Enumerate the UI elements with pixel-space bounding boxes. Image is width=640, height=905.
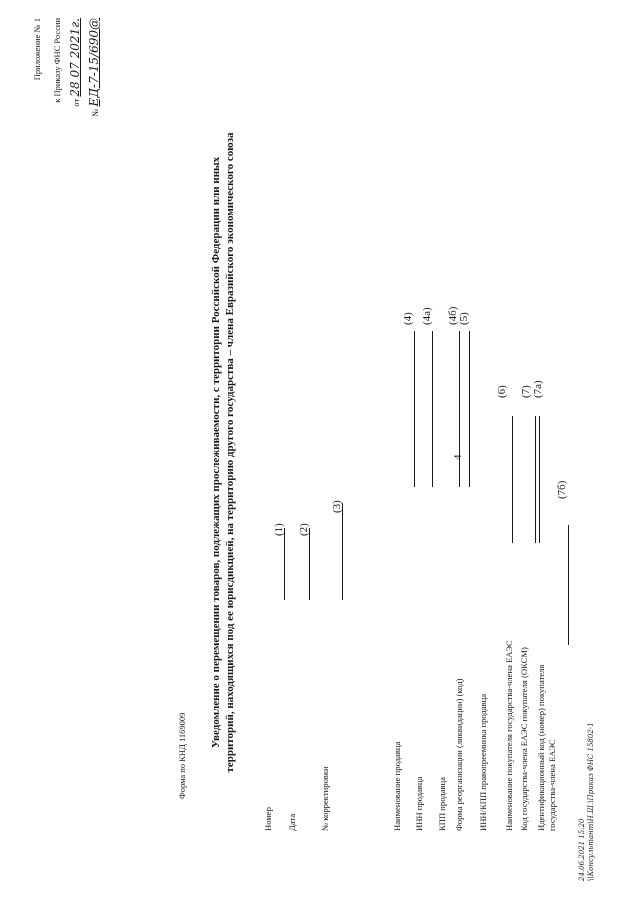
field-input-line[interactable] xyxy=(459,331,460,487)
field-code: (4б) xyxy=(447,306,459,325)
field-label: Наименование продавца xyxy=(392,741,402,831)
field-input-line[interactable] xyxy=(342,503,343,600)
field-code: (3) xyxy=(331,500,343,513)
appendix-number-prefix: № xyxy=(90,108,100,117)
field-label: Форма реорганизации (ликвидации) (код) xyxy=(454,678,464,831)
field-label: Номер xyxy=(263,807,273,831)
field-label: КПП продавца xyxy=(437,777,447,831)
footer-path: \\Консультант\Н.Ш.\Приказ ФНС 15802-1 xyxy=(587,722,595,881)
field-input-line[interactable] xyxy=(539,416,540,543)
page-number: 4 xyxy=(452,454,464,460)
field-input-line[interactable] xyxy=(535,416,536,543)
appendix-number-value: ЕД-7-15/690@ xyxy=(87,18,101,107)
field-input-line[interactable] xyxy=(432,331,433,487)
form-code: Форма по КНД 1169009 xyxy=(177,712,187,799)
field-code: (6) xyxy=(496,385,508,398)
appendix-number xyxy=(88,18,100,117)
field-code: (1) xyxy=(273,523,285,536)
field-input-line[interactable] xyxy=(469,331,470,487)
field-label: государства-члена ЕАЭС xyxy=(547,739,557,831)
field-label: Наименование покупателя государства-члена ЕАЭС xyxy=(504,640,514,831)
field-code: (2) xyxy=(298,523,310,536)
field-input-line[interactable] xyxy=(284,528,285,600)
field-input-line[interactable] xyxy=(512,416,513,543)
footer-timestamp: 24.06.2021 15:20 xyxy=(578,818,586,881)
field-code: (7) xyxy=(520,385,532,398)
field-code: (7б) xyxy=(556,480,568,499)
field-label: ИНН продавца xyxy=(414,776,424,831)
field-label: Код государства-члена ЕАЭС покупателя (ОКСМ) xyxy=(519,647,529,831)
appendix-date-prefix: от xyxy=(71,98,81,107)
field-code: (5) xyxy=(458,312,470,325)
field-label: № корректировки xyxy=(320,766,330,831)
field-label: Дата xyxy=(287,813,297,831)
appendix-date xyxy=(69,18,81,107)
field-label: ИНН/КПП правопреемника продавца xyxy=(478,693,488,831)
appendix-line-1: Приложение № 1 xyxy=(32,18,42,81)
form-title-line-2: территорий, находящихся под ее юрисдикцией, на территорию другого государства – члена Евразийского экономического союза xyxy=(224,132,236,773)
form-title-line-1: Уведомление о перемещении товаров, подлежащих прослеживаемости, с территории Российской Федерации или иных xyxy=(210,156,222,749)
field-input-line[interactable] xyxy=(414,331,415,487)
appendix-line-2: к Приказу ФНС России xyxy=(52,18,62,103)
field-label: Идентификационный код (номер) покупателя xyxy=(536,664,546,831)
field-input-line[interactable] xyxy=(309,528,310,600)
field-code: (4а) xyxy=(421,307,433,325)
field-input-line[interactable] xyxy=(568,525,569,645)
appendix-date-value: 28 07 2021г. xyxy=(68,18,82,97)
field-code: (7а) xyxy=(532,380,544,398)
field-code: (4) xyxy=(402,312,414,325)
